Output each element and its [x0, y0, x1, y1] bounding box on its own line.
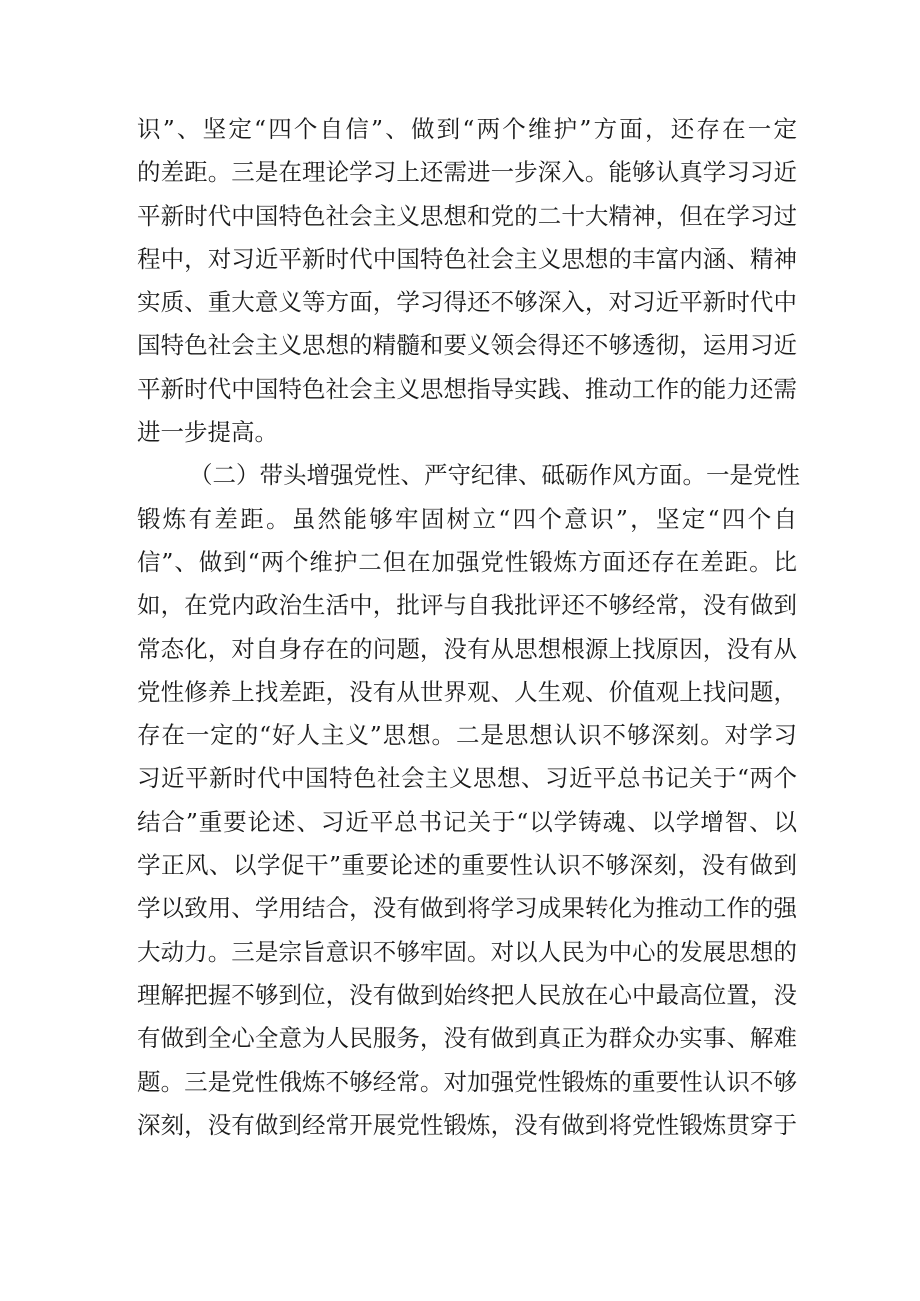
text-line: 有做到全心全意为人民服务，没有做到真正为群众办实事、解难 — [137, 1024, 797, 1053]
text-line: 常态化，对自身存在的问题，没有从思想根源上找原因，没有从 — [137, 634, 797, 663]
text-line: 习近平新时代中国特色社会主义思想、习近平总书记关于“两个 — [137, 764, 797, 793]
text-line: 题。三是党性俄炼不够经常。对加强党性锻炼的重要性认识不够 — [137, 1067, 797, 1096]
text-line: 大动力。三是宗旨意识不够牢固。对以人民为中心的发展思想的 — [137, 937, 797, 966]
text-line: 国特色社会主义思想的精髓和要义领会得还不够透彻，运用习近 — [137, 331, 797, 360]
text-line: 如，在党内政治生活中，批评与自我批评还不够经常，没有做到 — [137, 591, 797, 620]
text-line: 的差距。三是在理论学习上还需进一步深入。能够认真学习习近 — [137, 158, 797, 187]
text-line: 进一步提高。 — [137, 418, 278, 447]
text-line: 学以致用、学用结合，没有做到将学习成果转化为推动工作的强 — [137, 894, 797, 923]
text-line: 深刻，没有做到经常开展党性锻炼，没有做到将党性锻炼贯穿于 — [137, 1110, 797, 1139]
text-line: 实质、重大意义等方面，学习得还不够深入，对习近平新时代中 — [137, 288, 797, 317]
text-line: 锻炼有差距。虽然能够牢固树立“四个意识”，坚定“四个自 — [137, 504, 797, 533]
text-line: 理解把握不够到位，没有做到始终把人民放在心中最高位置，没 — [137, 980, 797, 1009]
text-line: 信”、做到“两个维护二但在加强党性锻炼方面还存在差距。比 — [137, 547, 797, 576]
text-line: 党性修养上找差距，没有从世界观、人生观、价值观上找问题， — [137, 677, 797, 706]
text-line: 程中，对习近平新时代中国特色社会主义思想的丰富内涵、精神 — [137, 244, 797, 273]
text-line: 平新时代中国特色社会主义思想指导实践、推动工作的能力还需 — [137, 374, 797, 403]
text-line: 结合”重要论述、习近平总书记关于“以学铸魂、以学增智、以 — [137, 807, 797, 836]
text-line: 存在一定的“好人主义”思想。二是思想认识不够深刻。对学习 — [137, 721, 797, 750]
text-line: 平新时代中国特色社会主义思想和党的二十大精神，但在学习过 — [137, 201, 797, 230]
text-line: 学正风、以学促干”重要论述的重要性认识不够深刻，没有做到 — [137, 851, 797, 880]
section-heading-line: （二）带头增强党性、严守纪律、砥砺作风方面。一是党性 — [189, 461, 800, 490]
text-line: 识”、坚定“四个自信”、做到“两个维护”方面，还存在一定 — [137, 115, 797, 143]
body-text — [137, 108, 800, 1147]
